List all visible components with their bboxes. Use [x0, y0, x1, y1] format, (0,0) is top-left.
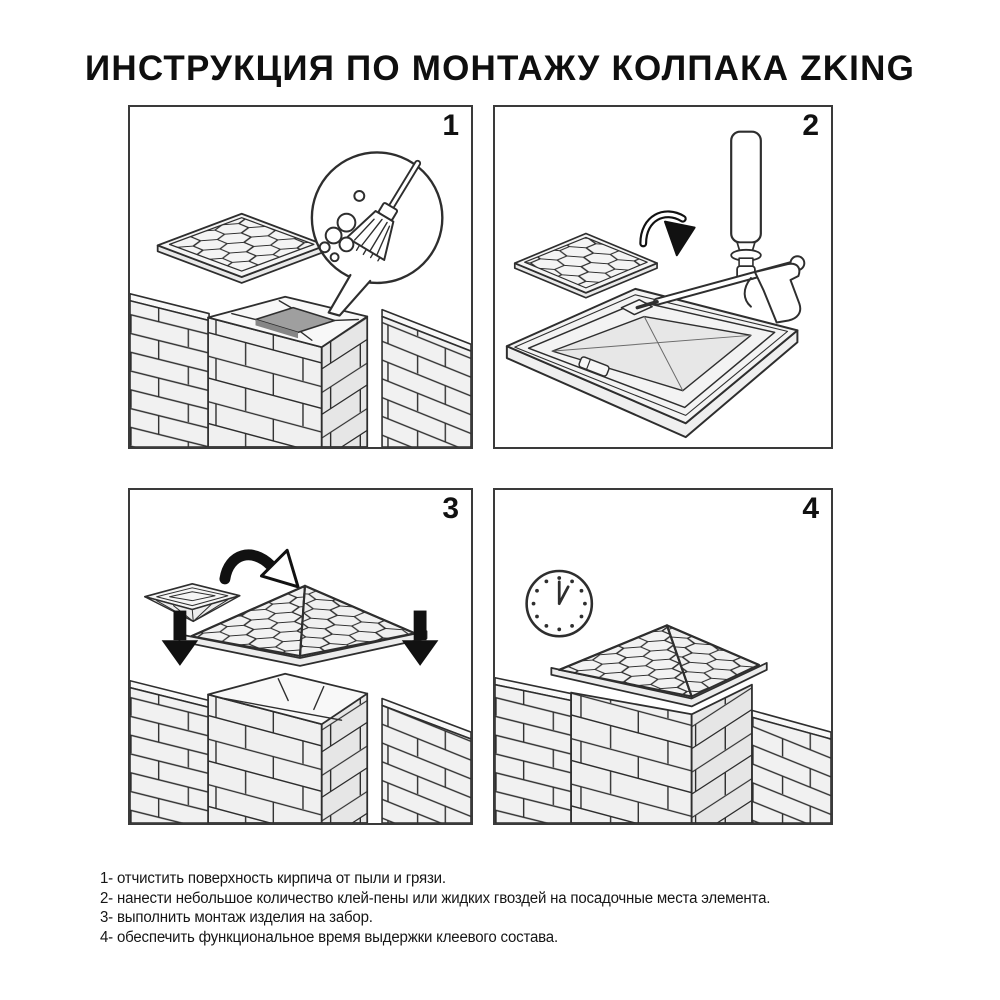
- flip-arrow-icon: [225, 550, 298, 587]
- clock-icon: [527, 571, 592, 636]
- step-3-illustration: [130, 490, 471, 823]
- panel-step-1: [128, 105, 473, 449]
- foam-canister: [731, 132, 761, 243]
- step-1-illustration: [130, 107, 471, 447]
- panel-step-4: [493, 488, 833, 825]
- step-text-1: 1- отчистить поверхность кирпича от пыли и грязи.: [100, 870, 446, 887]
- brick-pillar: [208, 297, 367, 447]
- brick-pillar: [571, 685, 752, 823]
- foam-gun-icon: [637, 132, 804, 323]
- glue-tray: [507, 289, 798, 437]
- brick-pillar: [208, 674, 367, 823]
- flip-arrow-icon: [643, 214, 694, 255]
- panel-step-3: [128, 488, 473, 825]
- step-text-2: 2- нанести небольшое количество клей-пены или жидких гвоздей на посадочные места элемента.: [100, 889, 771, 907]
- step-text-4: 4- обеспечить функциональное время выдержки клеевого состава.: [100, 928, 558, 946]
- step-4-illustration: [495, 490, 831, 823]
- step-2-illustration: [495, 107, 831, 447]
- step-text-3: 3- выполнить монтаж изделия на забор.: [100, 909, 373, 926]
- cap-underside: [145, 584, 240, 622]
- step-number: 3: [442, 492, 459, 525]
- page-title: ИНСТРУКЦИЯ ПО МОНТАЖУ КОЛПАКА ZKING: [85, 49, 915, 89]
- step-number: 1: [442, 109, 459, 142]
- cap-element: [150, 206, 333, 285]
- step-number: 2: [802, 109, 819, 142]
- panel-step-2: [493, 105, 833, 449]
- instruction-steps: [100, 869, 770, 947]
- step-number: 4: [802, 492, 819, 525]
